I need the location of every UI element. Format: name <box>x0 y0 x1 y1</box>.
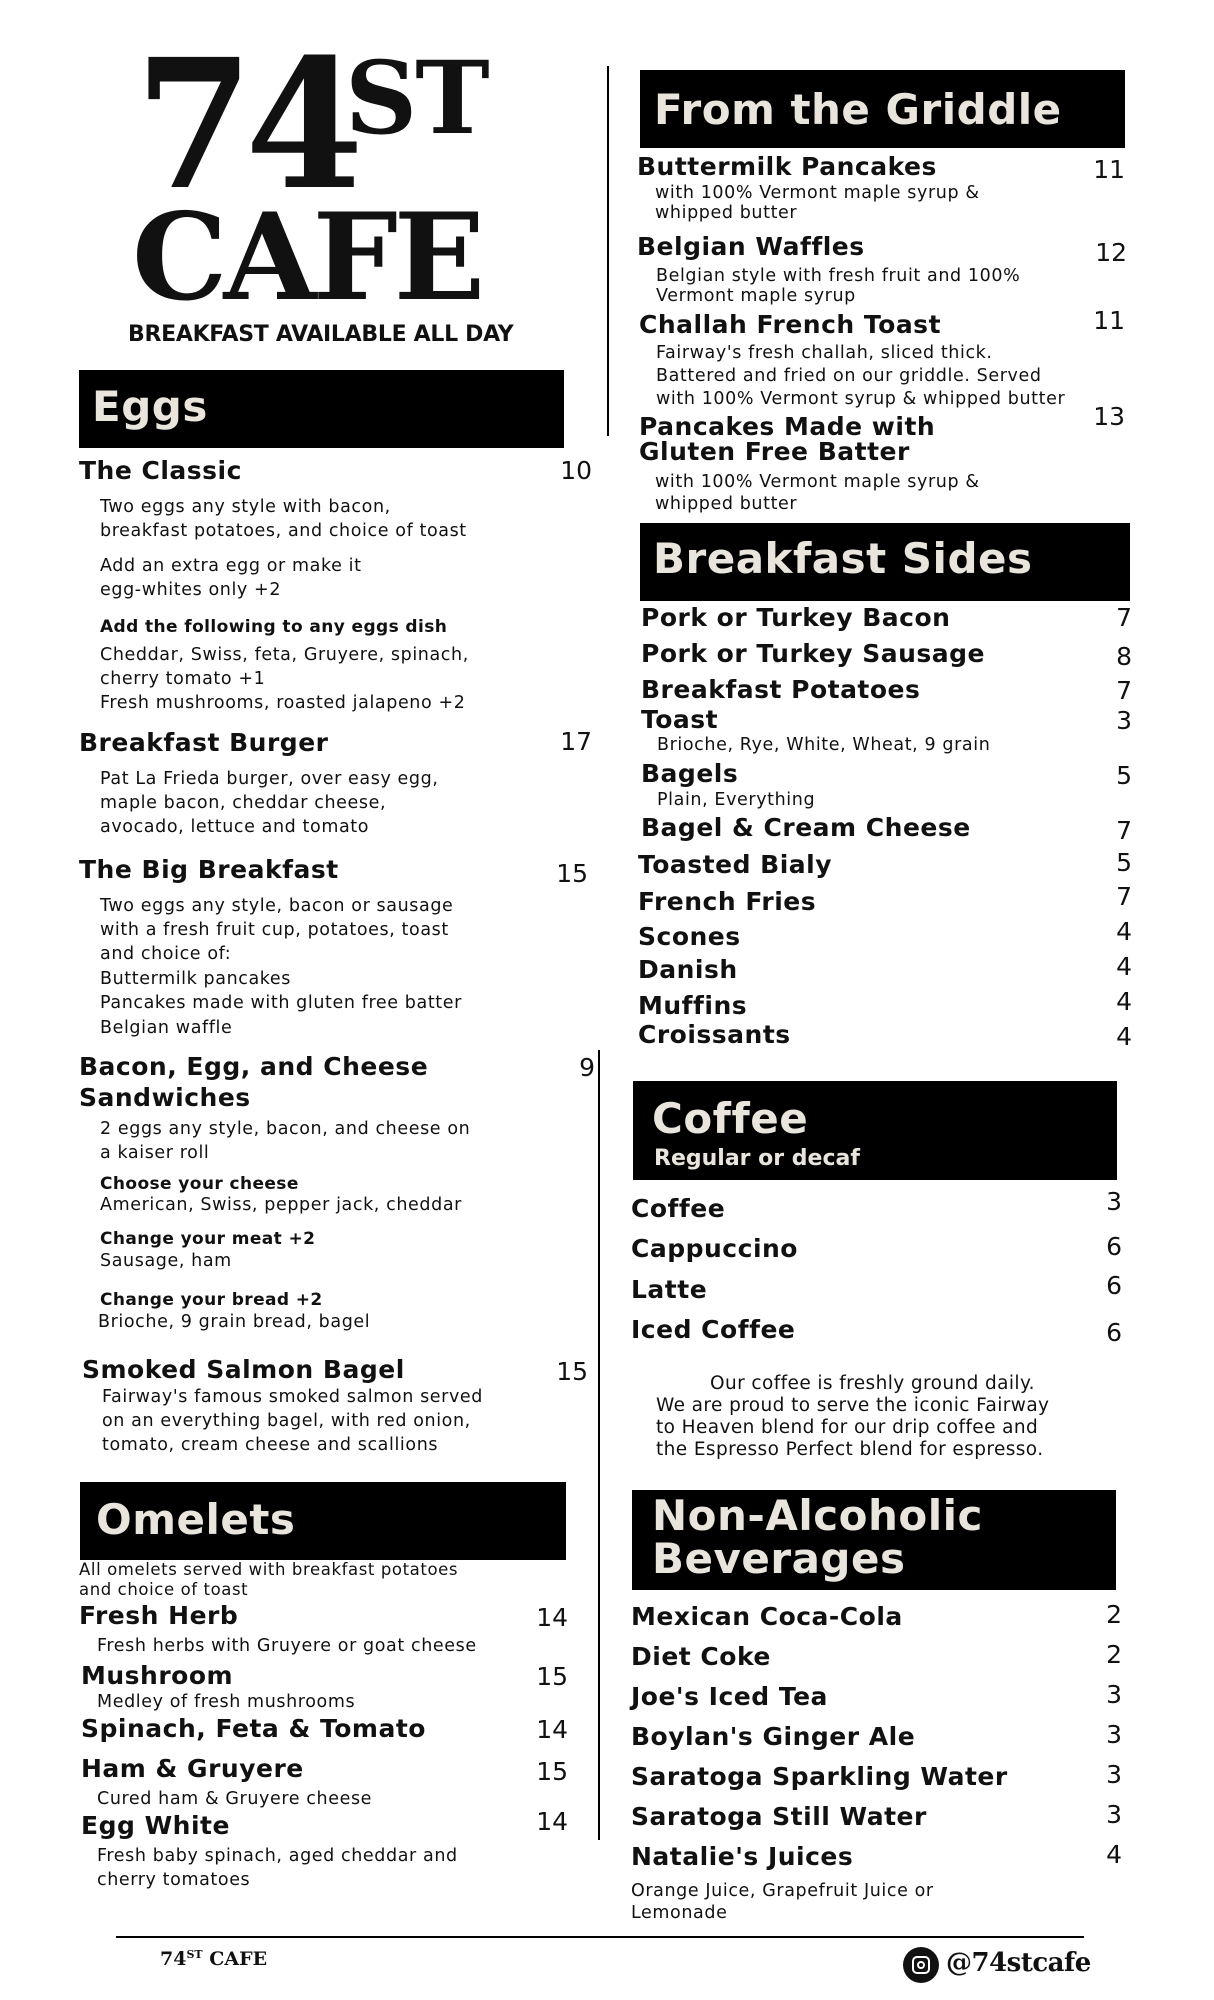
burger-name: Breakfast Burger <box>79 728 329 757</box>
side-name-bagel-cream-cheese: Bagel & Cream Cheese <box>641 813 971 842</box>
bec-bread-options: Brioche, 9 grain bread, bagel <box>98 1312 371 1332</box>
omelets-note-2: and choice of toast <box>79 1580 249 1599</box>
griddle-desc-pancakes-1: with 100% Vermont maple syrup & <box>655 183 980 203</box>
burger-price: 17 <box>560 727 592 756</box>
griddle-desc-waffles-2: Vermont maple syrup <box>656 286 856 306</box>
burger-desc-3: avocado, lettuce and tomato <box>100 817 370 837</box>
side-name-potatoes: Breakfast Potatoes <box>641 675 921 704</box>
bev-name-still: Saratoga Still Water <box>631 1802 927 1831</box>
side-name-fries: French Fries <box>638 887 817 916</box>
side-price-bagel-cream-cheese: 7 <box>1116 816 1132 845</box>
column-divider-top <box>607 66 609 436</box>
omelet-desc-egg-white-1: Fresh baby spinach, aged cheddar and <box>97 1846 458 1866</box>
classic-add-1: Cheddar, Swiss, feta, Gruyere, spinach, <box>100 645 469 665</box>
omelet-desc-ham-gruyere: Cured ham & Gruyere cheese <box>97 1789 373 1809</box>
omelet-desc-fresh-herb: Fresh herbs with Gruyere or goat cheese <box>97 1636 477 1656</box>
big-desc-1: Two eggs any style, bacon or sausage <box>100 896 454 916</box>
side-name-bagels: Bagels <box>641 759 739 788</box>
bev-name-mexican-coke: Mexican Coca-Cola <box>631 1602 903 1631</box>
logo-suffix: ST <box>345 39 488 157</box>
coffee-note-2: We are proud to serve the iconic Fairway <box>656 1395 1050 1416</box>
salmon-name: Smoked Salmon Bagel <box>82 1355 405 1384</box>
omelet-price-fresh-herb: 14 <box>536 1603 568 1632</box>
coffee-note-4: the Espresso Perfect blend for espresso. <box>656 1439 1044 1460</box>
classic-desc-2: breakfast potatoes, and choice of toast <box>100 521 467 541</box>
griddle-price-pancakes: 11 <box>1093 155 1125 184</box>
big-breakfast-price: 15 <box>556 859 588 888</box>
coffee-price-coffee: 3 <box>1106 1187 1122 1216</box>
omelet-name-spinach: Spinach, Feta & Tomato <box>81 1714 426 1743</box>
bec-price: 9 <box>579 1053 595 1082</box>
bec-desc-1: 2 eggs any style, bacon, and cheese on <box>100 1119 471 1139</box>
coffee-price-latte: 6 <box>1106 1271 1122 1300</box>
coffee-subtitle: Regular or decaf <box>654 1146 860 1171</box>
beverages-title-1: Non-Alcoholic <box>652 1491 983 1540</box>
footer-divider <box>116 1936 1084 1938</box>
side-name-danish: Danish <box>638 955 738 984</box>
omelet-name-fresh-herb: Fresh Herb <box>79 1601 239 1630</box>
griddle-desc-gf-2: whipped butter <box>655 494 798 514</box>
omelet-price-mushroom: 15 <box>536 1662 568 1691</box>
salmon-desc-1: Fairway's famous smoked salmon served <box>102 1387 483 1407</box>
griddle-desc-french-toast-1: Fairway's fresh challah, sliced thick. <box>656 343 993 363</box>
bec-cheese-options: American, Swiss, pepper jack, cheddar <box>100 1195 462 1215</box>
griddle-desc-french-toast-2: Battered and fried on our griddle. Served <box>656 366 1042 386</box>
tagline: BREAKFAST AVAILABLE ALL DAY <box>128 322 514 347</box>
big-desc-5: Pancakes made with gluten free batter <box>100 993 462 1013</box>
side-name-sausage: Pork or Turkey Sausage <box>641 639 985 668</box>
omelet-name-ham-gruyere: Ham & Gruyere <box>81 1754 304 1783</box>
bev-juice-options-1: Orange Juice, Grapefruit Juice or <box>631 1881 934 1901</box>
griddle-desc-waffles-1: Belgian style with fresh fruit and 100% <box>656 266 1021 286</box>
big-desc-4: Buttermilk pancakes <box>100 969 292 989</box>
bec-meat-title: Change your meat +2 <box>100 1229 316 1249</box>
side-price-bialy: 5 <box>1116 848 1132 877</box>
coffee-name-coffee: Coffee <box>631 1194 726 1223</box>
bev-price-diet-coke: 2 <box>1106 1640 1122 1669</box>
coffee-note-3: to Heaven blend for our drip coffee and <box>656 1417 1039 1438</box>
classic-add-2: cherry tomato +1 <box>100 669 266 689</box>
griddle-name-waffles: Belgian Waffles <box>637 232 865 261</box>
eggs-title: Eggs <box>92 382 208 431</box>
coffee-price-iced: 6 <box>1106 1318 1122 1347</box>
bev-name-juices: Natalie's Juices <box>631 1842 854 1871</box>
coffee-header <box>633 1081 1117 1180</box>
griddle-price-gf: 13 <box>1093 402 1125 431</box>
side-price-potatoes: 7 <box>1116 676 1132 705</box>
omelet-desc-mushroom: Medley of fresh mushrooms <box>97 1692 356 1712</box>
bev-price-iced-tea: 3 <box>1106 1680 1122 1709</box>
classic-name: The Classic <box>79 456 242 485</box>
coffee-price-cappuccino: 6 <box>1106 1232 1122 1261</box>
logo-word: CAFE <box>132 187 482 328</box>
coffee-title: Coffee <box>652 1094 809 1143</box>
bev-name-diet-coke: Diet Coke <box>631 1642 771 1671</box>
side-price-sausage: 8 <box>1116 642 1132 671</box>
bev-price-sparkling: 3 <box>1106 1760 1122 1789</box>
bec-name-1: Bacon, Egg, and Cheese <box>79 1052 429 1081</box>
side-name-scones: Scones <box>638 922 741 951</box>
classic-desc-1: Two eggs any style with bacon, <box>100 497 391 517</box>
side-name-bacon: Pork or Turkey Bacon <box>641 603 951 632</box>
bev-name-sparkling: Saratoga Sparkling Water <box>631 1762 1008 1791</box>
omelets-note-1: All omelets served with breakfast potatoes <box>79 1560 459 1579</box>
griddle-name-gf-2: Gluten Free Batter <box>639 437 910 466</box>
salmon-desc-2: on an everything bagel, with red onion, <box>102 1411 471 1431</box>
logo-number: 74 <box>135 20 356 231</box>
sides-title: Breakfast Sides <box>653 534 1033 583</box>
griddle-price-french-toast: 11 <box>1093 306 1125 335</box>
coffee-name-cappuccino: Cappuccino <box>631 1234 798 1263</box>
bev-price-still: 3 <box>1106 1800 1122 1829</box>
side-name-toast: Toast <box>641 705 719 734</box>
instagram-icon[interactable] <box>903 1947 939 1983</box>
classic-desc-4: egg-whites only +2 <box>100 580 282 600</box>
omelets-title: Omelets <box>96 1495 296 1544</box>
bev-price-mexican-coke: 2 <box>1106 1600 1122 1629</box>
salmon-price: 15 <box>556 1357 588 1386</box>
griddle-price-waffles: 12 <box>1095 238 1127 267</box>
big-desc-3: and choice of: <box>100 944 232 964</box>
side-price-danish: 4 <box>1116 952 1132 981</box>
coffee-name-latte: Latte <box>631 1275 708 1304</box>
classic-add-title: Add the following to any eggs dish <box>100 617 448 637</box>
omelet-price-ham-gruyere: 15 <box>536 1757 568 1786</box>
classic-price: 10 <box>560 456 592 485</box>
instagram-handle[interactable]: @74stcafe <box>946 1948 1091 1978</box>
classic-desc-3: Add an extra egg or make it <box>100 556 362 576</box>
omelet-price-egg-white: 14 <box>536 1807 568 1836</box>
column-divider-bottom <box>598 1050 600 1840</box>
bec-meat-options: Sausage, ham <box>100 1251 232 1271</box>
griddle-desc-french-toast-3: with 100% Vermont syrup & whipped butter <box>656 389 1066 409</box>
bev-name-iced-tea: Joe's Iced Tea <box>631 1682 828 1711</box>
side-name-bialy: Toasted Bialy <box>638 850 833 879</box>
side-price-bagels: 5 <box>1116 761 1132 790</box>
side-price-croissants: 4 <box>1116 1022 1132 1051</box>
side-price-scones: 4 <box>1116 917 1132 946</box>
bec-desc-2: a kaiser roll <box>100 1143 210 1163</box>
side-price-fries: 7 <box>1116 882 1132 911</box>
eggs-header <box>79 370 564 448</box>
footer-logo: 74ST CAFE <box>160 1948 268 1970</box>
bev-price-ginger-ale: 3 <box>1106 1720 1122 1749</box>
side-name-croissants: Croissants <box>638 1020 791 1049</box>
big-desc-2: with a fresh fruit cup, potatoes, toast <box>100 920 449 940</box>
omelet-name-egg-white: Egg White <box>81 1811 230 1840</box>
omelets-header <box>80 1482 566 1560</box>
bev-juice-options-2: Lemonade <box>631 1903 728 1923</box>
griddle-header <box>640 70 1125 148</box>
bec-cheese-title: Choose your cheese <box>100 1174 299 1194</box>
beverages-title-2: Beverages <box>652 1534 906 1583</box>
omelet-name-mushroom: Mushroom <box>81 1661 234 1690</box>
bev-price-juices: 4 <box>1106 1840 1122 1869</box>
side-name-muffins: Muffins <box>638 991 748 1020</box>
side-price-muffins: 4 <box>1116 987 1132 1016</box>
griddle-name-pancakes: Buttermilk Pancakes <box>637 152 937 181</box>
coffee-name-iced: Iced Coffee <box>631 1315 796 1344</box>
side-price-toast: 3 <box>1116 706 1132 735</box>
big-desc-6: Belgian waffle <box>100 1018 233 1038</box>
griddle-desc-gf-1: with 100% Vermont maple syrup & <box>655 472 980 492</box>
bev-name-ginger-ale: Boylan's Ginger Ale <box>631 1722 916 1751</box>
griddle-name-gf-1: Pancakes Made with <box>639 412 936 441</box>
griddle-title: From the Griddle <box>654 85 1062 134</box>
griddle-desc-pancakes-2: whipped butter <box>655 203 798 223</box>
salmon-desc-3: tomato, cream cheese and scallions <box>102 1435 439 1455</box>
burger-desc-1: Pat La Frieda burger, over easy egg, <box>100 769 439 789</box>
omelet-price-spinach: 14 <box>536 1715 568 1744</box>
burger-desc-2: maple bacon, cheddar cheese, <box>100 793 387 813</box>
coffee-note-1: Our coffee is freshly ground daily. <box>710 1373 1035 1394</box>
griddle-name-french-toast: Challah French Toast <box>639 310 942 339</box>
beverages-header <box>632 1490 1116 1590</box>
side-desc-toast: Brioche, Rye, White, Wheat, 9 grain <box>657 735 991 755</box>
bec-bread-title: Change your bread +2 <box>100 1290 323 1310</box>
side-price-bacon: 7 <box>1116 603 1132 632</box>
classic-add-3: Fresh mushrooms, roasted jalapeno +2 <box>100 693 466 713</box>
side-desc-bagels: Plain, Everything <box>657 790 816 810</box>
omelet-desc-egg-white-2: cherry tomatoes <box>97 1870 251 1890</box>
big-breakfast-name: The Big Breakfast <box>79 855 339 884</box>
bec-name-2: Sandwiches <box>79 1083 251 1112</box>
sides-header <box>640 523 1130 601</box>
